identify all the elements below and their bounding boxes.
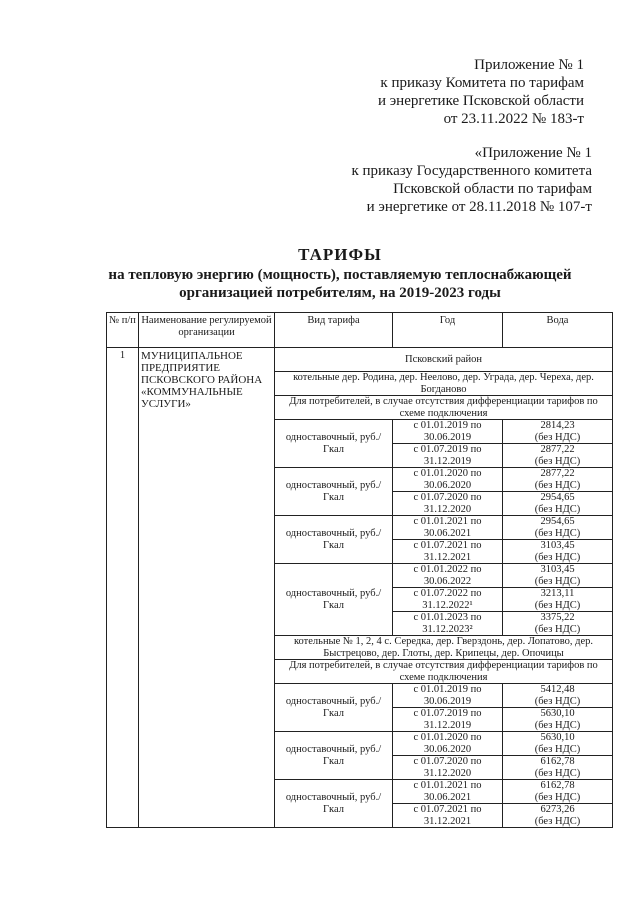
tariff-type: одноставочный, руб./Гкал <box>275 780 393 828</box>
appendix-current-line1: Приложение № 1 <box>474 57 584 73</box>
title-main: ТАРИФЫ <box>298 245 382 264</box>
tariff-period: с 01.01.2023 по 31.12.2023² <box>393 612 503 636</box>
tariff-type: одноставочный, руб./Гкал <box>275 516 393 564</box>
appendix-current-line4: от 23.11.2022 № 183-т <box>443 111 584 127</box>
tariff-value: 2814,23 <box>540 420 575 431</box>
tariff-value: 2877,22 <box>540 444 575 455</box>
tariff-vat-note: (без НДС) <box>534 623 581 635</box>
tariff-period: с 01.01.2021 по 30.06.2021 <box>393 780 503 804</box>
tariff-table-body <box>107 313 613 828</box>
tariff-value-cell <box>503 420 613 444</box>
tariff-value: 2954,65 <box>540 516 575 527</box>
tariff-period: с 01.07.2021 по 31.12.2021 <box>393 540 503 564</box>
appendix-original-line1: «Приложение № 1 <box>474 145 592 161</box>
tariff-value: 3213,11 <box>540 588 575 599</box>
tariff-value: 5630,10 <box>540 732 575 743</box>
tariff-value-cell <box>503 780 613 804</box>
tariff-value: 2954,65 <box>540 492 575 503</box>
tariff-value-cell <box>503 684 613 708</box>
boilers-label: котельные № 1, 2, 4 с. Середка, дер. Гверздонь, дер. Лопатово, дер. Быстрецово, дер. Глоты, дер. Крипецы, дер. Опочицы <box>275 636 613 660</box>
tariff-period: с 01.01.2022 по 30.06.2022 <box>393 564 503 588</box>
tariff-period: с 01.07.2019 по 31.12.2019 <box>393 708 503 732</box>
header-type: Вид тарифа <box>275 313 393 348</box>
tariff-value: 6162,78 <box>540 756 575 767</box>
tariff-type: одноставочный, руб./Гкал <box>275 420 393 468</box>
appendix-original <box>351 144 592 216</box>
tariff-period: с 01.07.2020 по 31.12.2020 <box>393 756 503 780</box>
consumers-label: Для потребителей, в случае отсутствия дифференциации тарифов по схеме подключения <box>275 396 613 420</box>
tariff-vat-note: (без НДС) <box>534 815 581 827</box>
tariff-type: одноставочный, руб./Гкал <box>275 684 393 732</box>
tariff-period: с 01.01.2019 по 30.06.2019 <box>393 684 503 708</box>
appendix-current-line2: к приказу Комитета по тарифам <box>380 75 584 91</box>
tariff-vat-note: (без НДС) <box>534 455 581 467</box>
consumers-label: Для потребителей, в случае отсутствия дифференциации тарифов по схеме подключения <box>275 660 613 684</box>
tariff-vat-note: (без НДС) <box>534 431 581 443</box>
tariff-value-cell <box>503 732 613 756</box>
table-header-row <box>107 313 613 348</box>
tariff-vat-note: (без НДС) <box>534 719 581 731</box>
tariff-value-cell <box>503 588 613 612</box>
tariff-value-cell <box>503 444 613 468</box>
tariff-value-cell <box>503 708 613 732</box>
title-line1: на тепловую энергию (мощность), поставляемую теплоснабжающей <box>108 267 572 283</box>
header-water: Вода <box>503 313 613 348</box>
tariff-period: с 01.07.2021 по 31.12.2021 <box>393 804 503 828</box>
tariff-value-cell <box>503 492 613 516</box>
tariff-type: одноставочный, руб./Гкал <box>275 468 393 516</box>
tariff-value-cell <box>503 804 613 828</box>
tariff-period: с 01.01.2021 по 30.06.2021 <box>393 516 503 540</box>
tariff-vat-note: (без НДС) <box>534 527 581 539</box>
row-number: 1 <box>107 348 139 828</box>
organization-name: МУНИЦИПАЛЬНОЕ ПРЕДПРИЯТИЕ ПСКОВСКОГО РАЙОНА «КОММУНАЛЬНЫЕ УСЛУГИ» <box>139 348 275 828</box>
tariff-period: с 01.07.2022 по 31.12.2022¹ <box>393 588 503 612</box>
header-num: № п/п <box>107 313 139 348</box>
document-title <box>60 244 620 302</box>
header-year: Год <box>393 313 503 348</box>
tariff-value-cell <box>503 612 613 636</box>
tariff-value: 3375,22 <box>540 612 575 623</box>
tariff-type: одноставочный, руб./Гкал <box>275 564 393 636</box>
appendix-current-line3: и энергетике Псковской области <box>377 93 584 109</box>
tariff-vat-note: (без НДС) <box>534 479 581 491</box>
tariff-vat-note: (без НДС) <box>534 599 581 611</box>
appendix-current <box>378 56 584 128</box>
tariff-period: с 01.07.2019 по 31.12.2019 <box>393 444 503 468</box>
header-org: Наименование регулируемой организации <box>139 313 275 348</box>
tariff-value-cell <box>503 756 613 780</box>
tariff-value-cell <box>503 516 613 540</box>
tariff-vat-note: (без НДС) <box>534 575 581 587</box>
tariff-period: с 01.07.2020 по 31.12.2020 <box>393 492 503 516</box>
tariff-value: 5630,10 <box>540 708 575 719</box>
tariff-type: одноставочный, руб./Гкал <box>275 732 393 780</box>
tariff-value: 2877,22 <box>540 468 575 479</box>
appendix-original-line2: к приказу Государственного комитета <box>351 163 592 179</box>
tariff-vat-note: (без НДС) <box>534 551 581 563</box>
tariff-period: с 01.01.2020 по 30.06.2020 <box>393 732 503 756</box>
tariff-value: 6162,78 <box>540 780 575 791</box>
tariff-value-cell <box>503 468 613 492</box>
tariff-vat-note: (без НДС) <box>534 743 581 755</box>
tariff-value: 5412,48 <box>540 684 575 695</box>
tariff-value: 6273,26 <box>540 804 575 815</box>
tariff-vat-note: (без НДС) <box>534 791 581 803</box>
tariff-value-cell <box>503 564 613 588</box>
boilers-label: котельные дер. Родина, дер. Неелово, дер. Уграда, дер. Череха, дер. Богданово <box>275 372 613 396</box>
district-name: Псковский район <box>275 348 613 372</box>
tariff-value: 3103,45 <box>540 564 575 575</box>
appendix-original-line3: Псковской области по тарифам <box>393 181 592 197</box>
tariff-vat-note: (без НДС) <box>534 767 581 779</box>
table-row <box>107 348 613 372</box>
tariff-value-cell <box>503 540 613 564</box>
tariff-vat-note: (без НДС) <box>534 503 581 515</box>
tariff-period: с 01.01.2019 по 30.06.2019 <box>393 420 503 444</box>
tariff-value: 3103,45 <box>540 540 575 551</box>
appendix-original-line4: и энергетике от 28.11.2018 № 107-т <box>366 199 592 215</box>
tariff-table <box>106 312 613 828</box>
title-line2: организацией потребителям, на 2019-2023 годы <box>179 285 501 301</box>
tariff-period: с 01.01.2020 по 30.06.2020 <box>393 468 503 492</box>
tariff-vat-note: (без НДС) <box>534 695 581 707</box>
